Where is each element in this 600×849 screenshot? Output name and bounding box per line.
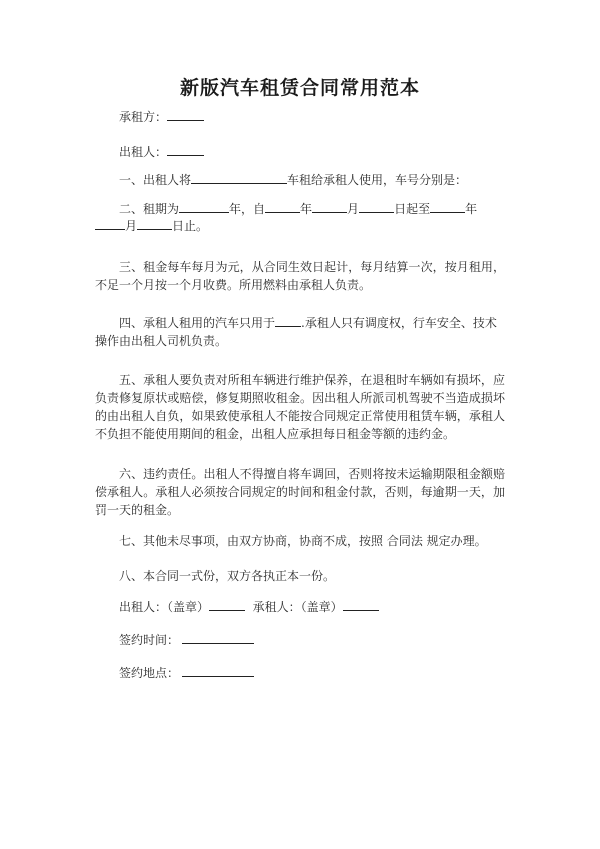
clause-5-line: 负责修复原状或赔偿，修复期照收租金。因出租人所派司机驾驶不当造成损坏 bbox=[95, 391, 505, 405]
clause-1-text: 一、出租人将 bbox=[119, 173, 192, 187]
clause-2-text: 日起至 bbox=[394, 202, 431, 216]
clause-2-text: 二、租期为 bbox=[119, 202, 180, 216]
clause-2-text: 月 bbox=[125, 219, 138, 233]
clause-2-text: 月 bbox=[347, 202, 360, 216]
lessor-seal-label: 出租人：（盖章） bbox=[119, 600, 210, 614]
clause-3-line: 不足一个月按一个月收费。所用燃料由承租人负责。 bbox=[95, 278, 372, 292]
end-year-blank[interactable] bbox=[430, 200, 465, 213]
term-blank[interactable] bbox=[179, 200, 229, 213]
sign-time-line bbox=[119, 631, 505, 649]
clause-5-line: 不负担不能使用期间的租金，出租人应承担每日租金等额的违约金。 bbox=[95, 427, 456, 441]
clause-6-line: 罚一天的租金。 bbox=[95, 503, 180, 517]
clause-6-line: 偿承租人。承租人必须按合同规定的时间和租金付款，否则，每逾期一天，加 bbox=[95, 485, 505, 499]
lessor-blank[interactable] bbox=[167, 143, 204, 156]
lessor-line bbox=[119, 143, 505, 161]
clause-2-text: 年 bbox=[300, 202, 313, 216]
sign-place-label: 签约地点： bbox=[119, 666, 180, 680]
start-month-blank[interactable] bbox=[312, 200, 347, 213]
clause-2-cont bbox=[95, 217, 505, 235]
clause-6-line: 六、违约责任。出租人不得擅自将车调回，否则将按未运输期限租金额赔 bbox=[119, 467, 505, 481]
sign-place-line bbox=[119, 664, 505, 682]
lessee-line bbox=[119, 108, 505, 126]
clause-4-text: .承租人只有调度权，行车安全、技术 bbox=[301, 316, 497, 330]
clause-5-line: 的由出租人自负，如果致使承租人不能按合同规定正常使用租赁车辆，承租人 bbox=[95, 409, 505, 423]
sign-time-label: 签约时间： bbox=[119, 633, 180, 647]
clause-4 bbox=[119, 314, 505, 332]
sign-time-blank[interactable] bbox=[182, 631, 254, 644]
clause-2 bbox=[119, 200, 505, 218]
lessor-label: 出租人： bbox=[119, 145, 168, 159]
clause-8: 八、本合同一式份，双方各执正本一份。 bbox=[119, 569, 336, 583]
clause-2-text: 日止。 bbox=[172, 219, 209, 233]
clause-4-line: 操作由出租人司机负责。 bbox=[95, 334, 228, 348]
document-title: 新版汽车租赁合同常用范本 bbox=[179, 77, 420, 99]
usage-blank[interactable] bbox=[275, 314, 301, 327]
clause-3-line: 三、租金每车每月为元，从合同生效日起计，每月结算一次，按月租用， bbox=[119, 260, 505, 274]
clause-5-line: 五、承租人要负责对所租车辆进行维护保养，在退租时车辆如有损坏，应 bbox=[119, 373, 505, 387]
signature-line bbox=[119, 598, 505, 616]
start-year-blank[interactable] bbox=[265, 200, 300, 213]
clause-2-text: 年 bbox=[465, 202, 478, 216]
lessor-seal-blank[interactable] bbox=[209, 598, 245, 611]
sign-place-blank[interactable] bbox=[182, 664, 254, 677]
lessee-seal-label: 承租人：（盖章） bbox=[252, 600, 343, 614]
clause-2-text: 年，自 bbox=[229, 202, 266, 216]
end-month-blank[interactable] bbox=[95, 217, 125, 230]
car-blank[interactable] bbox=[191, 171, 287, 184]
lessee-label: 承租方： bbox=[119, 110, 168, 124]
clause-1-text: 车租给承租人使用，车号分别是： bbox=[287, 173, 468, 187]
clause-7: 七、其他未尽事项，由双方协商，协商不成，按照 合同法 规定办理。 bbox=[119, 534, 487, 548]
clause-1 bbox=[119, 171, 505, 189]
start-day-blank[interactable] bbox=[359, 200, 394, 213]
lessee-seal-blank[interactable] bbox=[343, 598, 379, 611]
clause-4-text: 四、承租人租用的汽车只用于 bbox=[119, 316, 276, 330]
end-day-blank[interactable] bbox=[137, 217, 172, 230]
lessee-blank[interactable] bbox=[167, 108, 204, 121]
